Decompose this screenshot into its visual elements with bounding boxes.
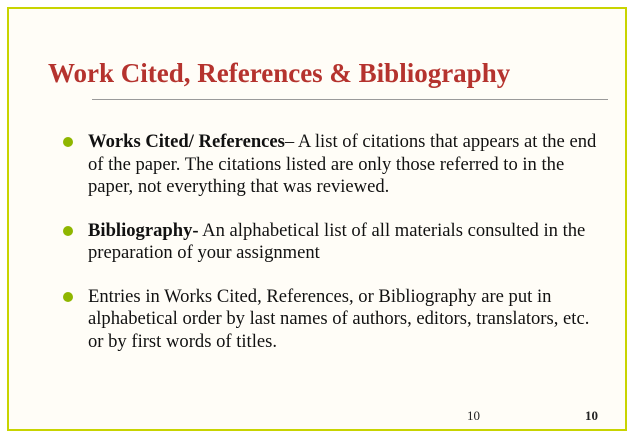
bullet-list	[62, 131, 607, 353]
bullet-text: Entries in Works Cited, References, or Bibliography are put in alphabetical order by last names of authors, editors, translators, etc. or by first words of titles.	[88, 285, 590, 352]
slide-title: Work Cited, References & Bibliography	[48, 58, 511, 88]
bullet-item-entries	[62, 286, 607, 354]
bullet-text: – A list of citations that appears at the end of the paper. The citations listed are only those referred to in the paper, not everything that was reviewed.	[88, 131, 597, 197]
bullet-dot-icon	[63, 226, 73, 236]
bullet-term: Works Cited/ References	[88, 131, 285, 152]
page-number-right: 10	[585, 408, 598, 423]
title-underline	[92, 99, 608, 100]
page-number-center: 10	[467, 408, 480, 423]
bullet-dot-icon	[63, 292, 73, 302]
bullet-text: An alphabetical list of all materials consulted in the preparation of your assignment	[88, 219, 586, 263]
bullet-item-bibliography	[62, 220, 607, 265]
bullet-item-works-cited	[62, 131, 607, 199]
bullet-dot-icon	[63, 137, 73, 147]
bullet-term: Bibliography-	[88, 219, 199, 241]
